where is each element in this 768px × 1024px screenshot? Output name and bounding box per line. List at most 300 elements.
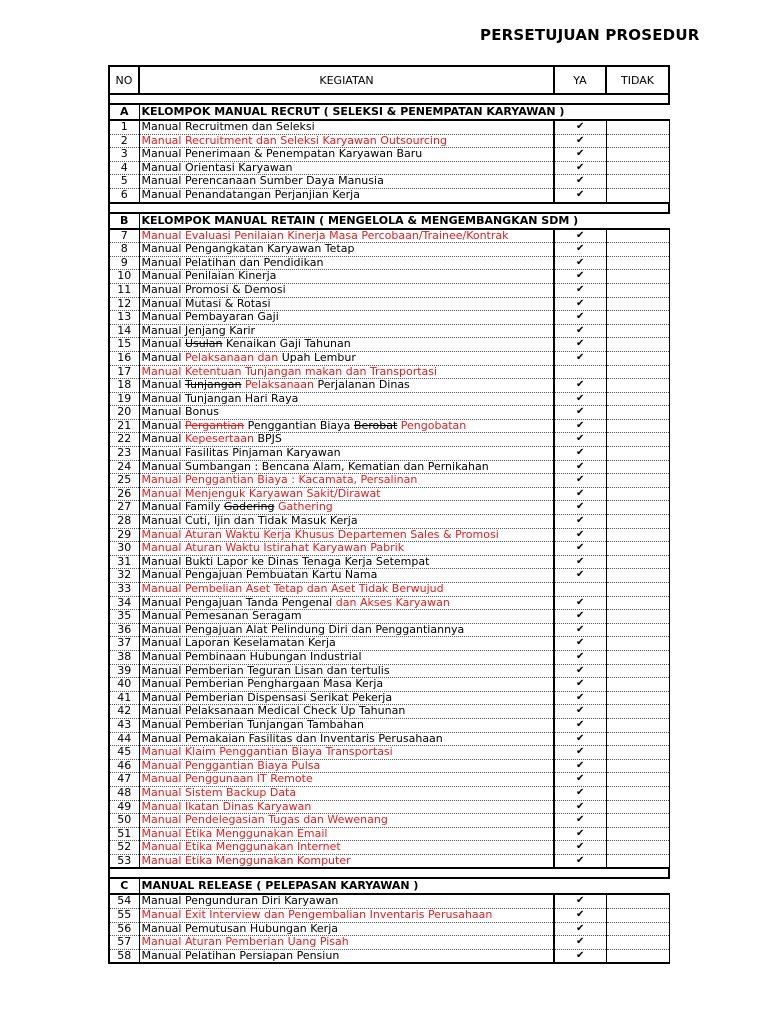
row-number: 5 <box>109 175 139 189</box>
table-row <box>109 623 669 637</box>
tidak-cell <box>606 786 669 800</box>
table-row <box>109 542 669 556</box>
kegiatan-text: Manual Aturan Waktu Istirahat Karyawan Pabrik <box>141 541 405 555</box>
table-row <box>109 419 669 433</box>
section-code: C <box>109 878 139 894</box>
row-kegiatan <box>139 949 554 963</box>
table-row <box>109 515 669 529</box>
table-row <box>109 637 669 651</box>
row-kegiatan <box>139 583 554 597</box>
ya-checkmark: ✔ <box>554 949 606 963</box>
tidak-cell <box>606 542 669 556</box>
kegiatan-text: Manual Family <box>141 500 224 514</box>
table-row <box>109 270 669 284</box>
kegiatan-text: Manual Ketentuan Tunjangan makan dan Transportasi <box>141 364 438 378</box>
row-number: 16 <box>109 351 139 365</box>
ya-checkmark: ✔ <box>554 623 606 637</box>
row-number: 1 <box>109 120 139 134</box>
tidak-cell <box>606 229 669 243</box>
row-number: 35 <box>109 610 139 624</box>
kegiatan-text: Manual Pembayaran Gaji <box>141 310 279 324</box>
ya-checkmark: ✔ <box>554 175 606 189</box>
ya-checkmark: ✔ <box>554 936 606 950</box>
kegiatan-text: Manual Penilaian Kinerja <box>141 269 277 283</box>
table-row <box>109 501 669 515</box>
row-kegiatan <box>139 569 554 583</box>
row-kegiatan <box>139 283 554 297</box>
table-row <box>109 528 669 542</box>
table-row <box>109 161 669 175</box>
ya-checkmark: ✔ <box>554 392 606 406</box>
ya-checkmark: ✔ <box>554 637 606 651</box>
tidak-cell <box>606 161 669 175</box>
row-kegiatan <box>139 392 554 406</box>
tidak-cell <box>606 447 669 461</box>
section-spacer <box>109 94 669 104</box>
kegiatan-text: Manual Sumbangan : Bencana Alam, Kematian dan Pernikahan <box>141 459 489 473</box>
tidak-cell <box>606 894 669 908</box>
row-number: 27 <box>109 501 139 515</box>
row-number: 37 <box>109 637 139 651</box>
row-number: 55 <box>109 909 139 923</box>
kegiatan-text: Usulan <box>184 337 223 351</box>
tidak-cell <box>606 664 669 678</box>
row-kegiatan <box>139 922 554 936</box>
table-row <box>109 283 669 297</box>
table-row <box>109 949 669 963</box>
table-row <box>109 909 669 923</box>
row-kegiatan <box>139 474 554 488</box>
table-row <box>109 134 669 148</box>
row-number: 4 <box>109 161 139 175</box>
row-number: 6 <box>109 188 139 202</box>
row-number: 52 <box>109 841 139 855</box>
row-number: 46 <box>109 759 139 773</box>
kegiatan-text: Manual Perencanaan Sumber Daya Manusia <box>141 174 384 188</box>
tidak-cell <box>606 827 669 841</box>
tidak-cell <box>606 188 669 202</box>
table-body <box>109 94 669 963</box>
tidak-cell <box>606 732 669 746</box>
kegiatan-text: Upah Lembur <box>278 350 356 364</box>
table-row <box>109 392 669 406</box>
row-number: 29 <box>109 528 139 542</box>
ya-checkmark: ✔ <box>554 814 606 828</box>
row-kegiatan <box>139 854 554 868</box>
kegiatan-text: Manual Pelatihan Persiapan Pensiun <box>141 948 340 962</box>
row-kegiatan <box>139 161 554 175</box>
ya-checkmark: ✔ <box>554 909 606 923</box>
table-row <box>109 814 669 828</box>
row-number: 18 <box>109 379 139 393</box>
table-row <box>109 746 669 760</box>
ya-checkmark: ✔ <box>554 773 606 787</box>
tidak-cell <box>606 392 669 406</box>
row-number: 2 <box>109 134 139 148</box>
tidak-cell <box>606 460 669 474</box>
section-title: KELOMPOK MANUAL RECRUT ( SELEKSI & PENEMPATAN KARYAWAN ) <box>139 104 669 120</box>
table-row <box>109 256 669 270</box>
row-kegiatan <box>139 786 554 800</box>
row-kegiatan <box>139 188 554 202</box>
table-row <box>109 460 669 474</box>
kegiatan-text: Manual Recruitment dan Seleksi Karyawan Outsourcing <box>141 133 447 147</box>
table-row <box>109 773 669 787</box>
table-row <box>109 351 669 365</box>
kegiatan-text: Manual Pengunduran Diri Karyawan <box>141 894 339 908</box>
row-kegiatan <box>139 324 554 338</box>
row-number: 23 <box>109 447 139 461</box>
table-row <box>109 596 669 610</box>
row-kegiatan <box>139 270 554 284</box>
row-kegiatan <box>139 338 554 352</box>
section-code: A <box>109 104 139 120</box>
table-row <box>109 583 669 597</box>
ya-checkmark: ✔ <box>554 406 606 420</box>
row-number: 7 <box>109 229 139 243</box>
kegiatan-text: Kenaikan Gaji Tahunan <box>222 337 351 351</box>
row-number: 54 <box>109 894 139 908</box>
row-number: 24 <box>109 460 139 474</box>
row-kegiatan <box>139 732 554 746</box>
tidak-cell <box>606 637 669 651</box>
row-kegiatan <box>139 610 554 624</box>
row-kegiatan <box>139 460 554 474</box>
kegiatan-text: Manual Pemutusan Hubungan Kerja <box>141 921 339 935</box>
ya-checkmark: ✔ <box>554 433 606 447</box>
ya-checkmark: ✔ <box>554 664 606 678</box>
row-kegiatan <box>139 515 554 529</box>
ya-checkmark: ✔ <box>554 800 606 814</box>
row-kegiatan <box>139 637 554 651</box>
row-number: 25 <box>109 474 139 488</box>
page-title: PERSETUJUAN PROSEDUR <box>480 26 700 44</box>
tidak-cell <box>606 433 669 447</box>
approval-table <box>108 65 670 964</box>
row-kegiatan <box>139 297 554 311</box>
ya-checkmark <box>554 365 606 379</box>
ya-checkmark: ✔ <box>554 786 606 800</box>
ya-checkmark: ✔ <box>554 691 606 705</box>
tidak-cell <box>606 596 669 610</box>
tidak-cell <box>606 270 669 284</box>
row-kegiatan <box>139 746 554 760</box>
row-number: 20 <box>109 406 139 420</box>
header-ya: YA <box>554 66 606 94</box>
kegiatan-text: Manual Etika Menggunakan Email <box>141 826 328 840</box>
row-kegiatan <box>139 379 554 393</box>
kegiatan-text: Manual Pemberian Teguran Lisan dan tertulis <box>141 663 390 677</box>
table-row <box>109 175 669 189</box>
kegiatan-text: Manual Fasilitas Pinjaman Karyawan <box>141 446 341 460</box>
row-number: 57 <box>109 936 139 950</box>
table-row <box>109 691 669 705</box>
table-row <box>109 854 669 868</box>
row-number: 26 <box>109 487 139 501</box>
tidak-cell <box>606 148 669 162</box>
kegiatan-text: Manual Cuti, Ijin dan Tidak Masuk Kerja <box>141 514 358 528</box>
ya-checkmark: ✔ <box>554 324 606 338</box>
row-kegiatan <box>139 596 554 610</box>
kegiatan-text: Pengobatan <box>400 418 467 432</box>
row-number: 48 <box>109 786 139 800</box>
kegiatan-text: Manual Bonus <box>141 405 219 419</box>
tidak-cell <box>606 569 669 583</box>
row-kegiatan <box>139 773 554 787</box>
kegiatan-text: Manual Pemesanan Seragam <box>141 609 302 623</box>
tidak-cell <box>606 406 669 420</box>
table-row <box>109 732 669 746</box>
row-kegiatan <box>139 256 554 270</box>
row-kegiatan <box>139 814 554 828</box>
table-row <box>109 936 669 950</box>
table-row <box>109 188 669 202</box>
row-kegiatan <box>139 894 554 908</box>
kegiatan-text: Manual Pengajuan Tanda Pengenal <box>141 595 336 609</box>
kegiatan-text: Manual Aturan Pemberian Uang Pisah <box>141 935 349 949</box>
row-number: 8 <box>109 243 139 257</box>
row-kegiatan <box>139 419 554 433</box>
ya-checkmark: ✔ <box>554 256 606 270</box>
section-code: B <box>109 213 139 229</box>
row-kegiatan <box>139 487 554 501</box>
row-kegiatan <box>139 134 554 148</box>
row-kegiatan <box>139 936 554 950</box>
kegiatan-text: Manual Pembelian Aset Tetap dan Aset Tidak Berwujud <box>141 582 444 595</box>
tidak-cell <box>606 487 669 501</box>
ya-checkmark: ✔ <box>554 650 606 664</box>
ya-checkmark: ✔ <box>554 528 606 542</box>
kegiatan-text: Manual Pelaksanaan Medical Check Up Tahunan <box>141 704 406 718</box>
ya-checkmark: ✔ <box>554 555 606 569</box>
tidak-cell <box>606 297 669 311</box>
ya-checkmark <box>554 583 606 597</box>
kegiatan-text: Penggantian Biaya <box>244 418 354 432</box>
table-header-row <box>109 66 669 94</box>
kegiatan-text: Manual Pemberian Penghargaan Masa Kerja <box>141 677 384 691</box>
tidak-cell <box>606 841 669 855</box>
tidak-cell <box>606 610 669 624</box>
approval-table-frame <box>108 65 660 962</box>
table-row <box>109 610 669 624</box>
section-header-row <box>109 878 669 894</box>
table-row <box>109 243 669 257</box>
kegiatan-text: Manual Mutasi & Rotasi <box>141 296 271 310</box>
ya-checkmark: ✔ <box>554 120 606 134</box>
tidak-cell <box>606 120 669 134</box>
row-kegiatan <box>139 691 554 705</box>
ya-checkmark: ✔ <box>554 678 606 692</box>
row-number: 3 <box>109 148 139 162</box>
row-number: 36 <box>109 623 139 637</box>
spacer-cell <box>109 203 669 213</box>
ya-checkmark: ✔ <box>554 338 606 352</box>
kegiatan-text: Manual Etika Menggunakan Internet <box>141 840 341 854</box>
row-number: 22 <box>109 433 139 447</box>
ya-checkmark: ✔ <box>554 759 606 773</box>
row-kegiatan <box>139 528 554 542</box>
kegiatan-text: Manual Klaim Penggantian Biaya Transportasi <box>141 745 393 759</box>
table-row <box>109 705 669 719</box>
table-row <box>109 297 669 311</box>
row-number: 31 <box>109 555 139 569</box>
ya-checkmark: ✔ <box>554 460 606 474</box>
table-row <box>109 120 669 134</box>
ya-checkmark: ✔ <box>554 297 606 311</box>
tidak-cell <box>606 623 669 637</box>
table-row <box>109 841 669 855</box>
tidak-cell <box>606 650 669 664</box>
ya-checkmark: ✔ <box>554 732 606 746</box>
table-row <box>109 474 669 488</box>
ya-checkmark: ✔ <box>554 922 606 936</box>
tidak-cell <box>606 800 669 814</box>
row-kegiatan <box>139 542 554 556</box>
table-row <box>109 338 669 352</box>
tidak-cell <box>606 718 669 732</box>
row-number: 15 <box>109 338 139 352</box>
row-kegiatan <box>139 705 554 719</box>
row-kegiatan <box>139 841 554 855</box>
row-number: 49 <box>109 800 139 814</box>
row-kegiatan <box>139 678 554 692</box>
row-kegiatan <box>139 623 554 637</box>
tidak-cell <box>606 759 669 773</box>
kegiatan-text: Manual Promosi & Demosi <box>141 282 286 296</box>
table-row <box>109 433 669 447</box>
tidak-cell <box>606 256 669 270</box>
ya-checkmark: ✔ <box>554 596 606 610</box>
tidak-cell <box>606 379 669 393</box>
row-number: 13 <box>109 311 139 325</box>
table-row <box>109 229 669 243</box>
tidak-cell <box>606 515 669 529</box>
kegiatan-text: Manual Pemberian Tunjangan Tambahan <box>141 717 364 731</box>
row-kegiatan <box>139 650 554 664</box>
kegiatan-text: Pergantian <box>184 418 245 432</box>
kegiatan-text: Manual Recruitmen dan Seleksi <box>141 120 315 133</box>
kegiatan-text: Manual Penerimaan & Penempatan Karyawan Baru <box>141 147 423 161</box>
kegiatan-text: dan Akses Karyawan <box>335 595 450 609</box>
row-kegiatan <box>139 447 554 461</box>
row-kegiatan <box>139 148 554 162</box>
table-row <box>109 922 669 936</box>
kegiatan-text: Manual <box>141 350 185 364</box>
tidak-cell <box>606 854 669 868</box>
kegiatan-text: Manual Penggantian Biaya : Kacamata, Persalinan <box>141 473 418 487</box>
row-number: 53 <box>109 854 139 868</box>
kegiatan-text: Kepesertaan <box>184 432 254 446</box>
kegiatan-text: Manual Jenjang Karir <box>141 323 256 337</box>
kegiatan-text: Manual Pengajuan Alat Pelindung Diri dan Penggantiannya <box>141 622 465 636</box>
kegiatan-text: Manual Pelatihan dan Pendidikan <box>141 255 324 269</box>
row-number: 33 <box>109 583 139 597</box>
kegiatan-text: Perjalanan Dinas <box>314 378 410 392</box>
row-number: 14 <box>109 324 139 338</box>
kegiatan-text: Manual Ikatan Dinas Karyawan <box>141 799 312 813</box>
tidak-cell <box>606 528 669 542</box>
ya-checkmark: ✔ <box>554 148 606 162</box>
table-row <box>109 447 669 461</box>
kegiatan-text: Manual Penandatangan Perjanjian Kerja <box>141 187 360 201</box>
ya-checkmark: ✔ <box>554 841 606 855</box>
ya-checkmark: ✔ <box>554 827 606 841</box>
kegiatan-text: Manual Penggantian Biaya Pulsa <box>141 758 321 772</box>
table-row <box>109 894 669 908</box>
table-row <box>109 487 669 501</box>
ya-checkmark: ✔ <box>554 501 606 515</box>
row-kegiatan <box>139 175 554 189</box>
kegiatan-text: Manual Etika Menggunakan Komputer <box>141 853 351 867</box>
kegiatan-text: Manual Pemakaian Fasilitas dan Inventaris Perusahaan <box>141 731 443 745</box>
kegiatan-text: Pelaksanaan dan <box>184 350 279 364</box>
row-number: 43 <box>109 718 139 732</box>
section-spacer <box>109 203 669 213</box>
kegiatan-text: Manual Tunjangan Hari Raya <box>141 391 299 405</box>
kegiatan-text: Manual Laporan Keselamatan Kerja <box>141 636 336 650</box>
row-number: 47 <box>109 773 139 787</box>
kegiatan-text: Manual Sistem Backup Data <box>141 785 297 799</box>
row-number: 34 <box>109 596 139 610</box>
table-row <box>109 379 669 393</box>
ya-checkmark: ✔ <box>554 447 606 461</box>
tidak-cell <box>606 555 669 569</box>
row-number: 51 <box>109 827 139 841</box>
table-row <box>109 786 669 800</box>
row-number: 41 <box>109 691 139 705</box>
kegiatan-text: Gathering <box>277 500 333 514</box>
row-number: 30 <box>109 542 139 556</box>
header-kegiatan: KEGIATAN <box>139 66 554 94</box>
ya-checkmark: ✔ <box>554 419 606 433</box>
kegiatan-text: Pelaksanaan <box>244 378 315 392</box>
table-row <box>109 759 669 773</box>
kegiatan-text: Manual Pengangkatan Karyawan Tetap <box>141 242 355 256</box>
ya-checkmark: ✔ <box>554 894 606 908</box>
tidak-cell <box>606 949 669 963</box>
tidak-cell <box>606 936 669 950</box>
row-number: 19 <box>109 392 139 406</box>
tidak-cell <box>606 678 669 692</box>
kegiatan-text: Manual <box>141 418 185 432</box>
section-spacer <box>109 868 669 878</box>
row-number: 39 <box>109 664 139 678</box>
row-number: 28 <box>109 515 139 529</box>
ya-checkmark: ✔ <box>554 311 606 325</box>
tidak-cell <box>606 324 669 338</box>
row-number: 9 <box>109 256 139 270</box>
row-number: 50 <box>109 814 139 828</box>
ya-checkmark: ✔ <box>554 705 606 719</box>
row-number: 42 <box>109 705 139 719</box>
table-row <box>109 569 669 583</box>
table-row <box>109 650 669 664</box>
ya-checkmark: ✔ <box>554 487 606 501</box>
tidak-cell <box>606 474 669 488</box>
ya-checkmark: ✔ <box>554 188 606 202</box>
table-row <box>109 311 669 325</box>
kegiatan-text: Manual Pengajuan Pembuatan Kartu Nama <box>141 568 378 582</box>
row-number: 11 <box>109 283 139 297</box>
row-kegiatan <box>139 759 554 773</box>
row-number: 38 <box>109 650 139 664</box>
table-row <box>109 664 669 678</box>
kegiatan-text: Manual Menjenguk Karyawan Sakit/Dirawat <box>141 486 381 500</box>
row-kegiatan <box>139 351 554 365</box>
kegiatan-text: BPJS <box>253 432 282 446</box>
kegiatan-text: Manual Pemberian Dispensasi Serikat Pekerja <box>141 690 393 704</box>
tidak-cell <box>606 909 669 923</box>
